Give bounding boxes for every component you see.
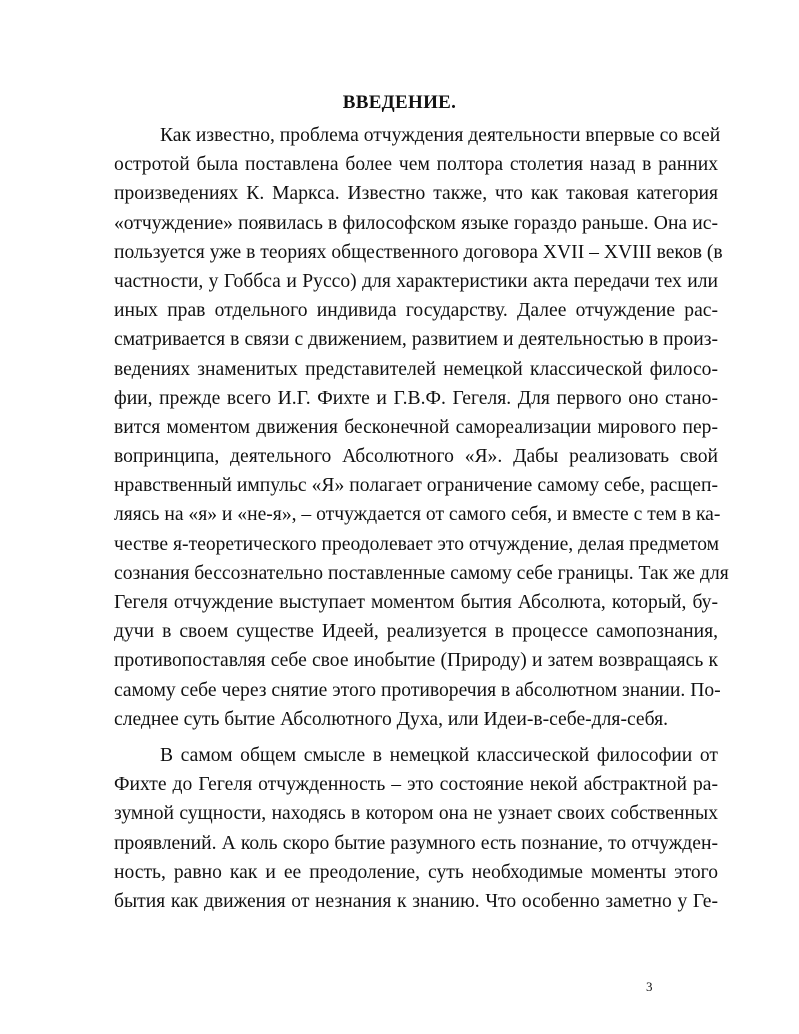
text-line: Фихте до Гегеля отчужденность – это состояние некой абстрактной ра- <box>114 774 718 796</box>
paragraph <box>114 741 718 916</box>
text-line: самому себе через снятие этого противоречия в абсолютном знании. По- <box>114 679 721 701</box>
text-line: честве я-теоретического преодолевает это отчуждение, делая предметом <box>114 533 720 555</box>
text-line: Гегеля отчуждение выступает моментом бытия Абсолюта, который, бу- <box>114 592 718 613</box>
text-line: частности, у Гоббса и Руссо) для характеристики акта передачи тех или <box>114 270 718 292</box>
text-line: противопоставляя себе свое инобытие (Природу) и затем возвращаясь к <box>114 650 718 672</box>
paragraph-gap <box>114 734 718 741</box>
text-line: В самом общем смысле в немецкой классической философии от <box>160 744 718 766</box>
text-line: иных прав отдельного индивида государству. Далее отчуждение рас- <box>114 300 718 322</box>
text-line: ведениях знаменитых представителей немецкой классической филосо- <box>114 358 718 380</box>
text-line: ность, равно как и ее преодоление, суть необходимые моменты этого <box>114 861 718 883</box>
text-line: следнее суть бытие Абсолютного Духа, или Идеи-в-себе-для-себя. <box>114 708 668 730</box>
text-line: вопринципа, деятельного Абсолютного «Я». Дабы реализовать свой <box>114 446 718 468</box>
page-title: ВВЕДЕНИЕ. <box>342 92 457 113</box>
text-line: пользуется уже в теориях общественного договора XVII – XVIII веков (в <box>114 241 723 263</box>
text-line: сознания бессознательно поставленные самому себе границы. Так же для <box>114 562 729 584</box>
text-line: сматривается в связи с движением, развитием и деятельностью в произ- <box>114 329 718 351</box>
page-number: 3 <box>646 979 653 994</box>
text-line: произведениях К. Маркса. Известно также, что как таковая категория <box>114 183 718 205</box>
text-line: ляясь на «я» и «не-я», – отчуждается от самого себя, и вместе с тем в ка- <box>114 504 721 526</box>
text-line: «отчуждение» появилась в философском языке гораздо раньше. Она ис- <box>114 212 718 234</box>
text-line: вится моментом движения бесконечной самореализации мирового пер- <box>114 416 718 438</box>
text-line: Как известно, проблема отчуждения деятельности впервые со всей <box>160 125 721 146</box>
text-line: фии, прежде всего И.Г. Фихте и Г.В.Ф. Гегеля. Для первого оно стано- <box>114 387 718 409</box>
text-line: зумной сущности, находясь в котором она не узнает своих собственных <box>114 803 718 825</box>
text-line: проявлений. А коль скоро бытие разумного есть познание, то отчужден- <box>114 832 718 854</box>
body-text <box>114 121 729 916</box>
text-line: нравственный импульс «Я» полагает ограничение самому себе, расщеп- <box>114 475 718 497</box>
text-line: дучи в своем существе Идеей, реализуется в процессе самопознания, <box>114 621 718 643</box>
text-line: бытия как движения от незнания к знанию. Что особенно заметно у Ге- <box>114 890 718 912</box>
paragraph <box>114 121 729 734</box>
text-line: остротой была поставлена более чем полтора столетия назад в ранних <box>114 154 718 176</box>
